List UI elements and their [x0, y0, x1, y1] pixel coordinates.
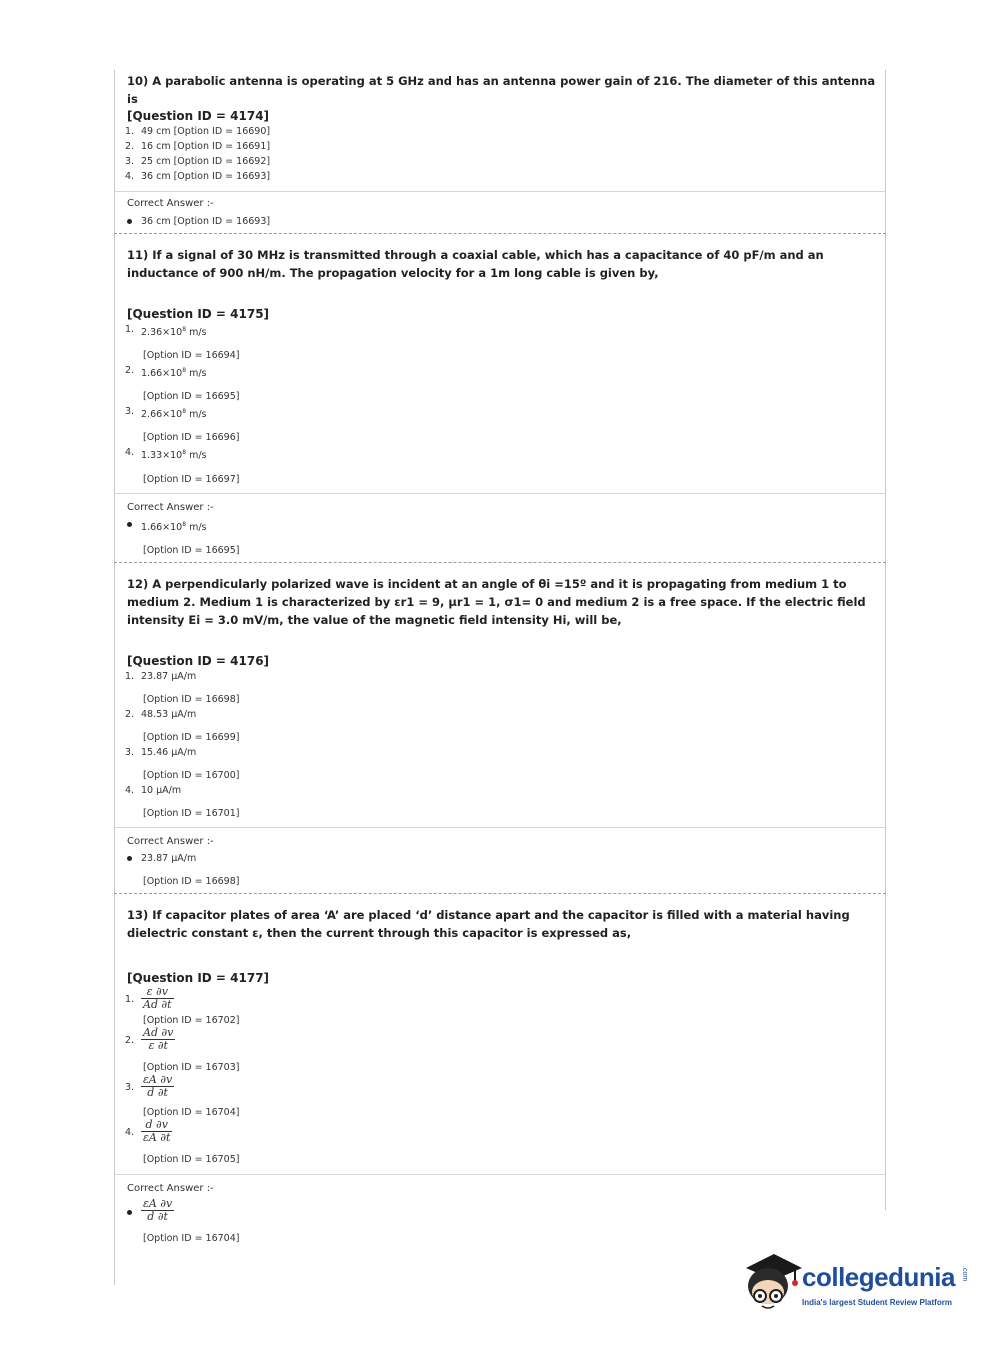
- correct-answer-12: [114, 828, 886, 893]
- option-id: [Option ID = 16703]: [143, 1061, 240, 1073]
- correct-answer-10: [114, 192, 886, 233]
- bullet-icon: [127, 1210, 132, 1215]
- question-text: 11) If a signal of 30 MHz is transmitted through a coaxial cable, which has a capacitance of 40 pF/m and an inductance of 900 nH/m. The propagation velocity for a 1m long cable is given by,: [127, 248, 824, 280]
- option: 1. 23.87 μA/m: [125, 670, 197, 682]
- correct-answer: 23.87 μA/m: [127, 851, 886, 866]
- option-id: [Option ID = 16696]: [143, 432, 240, 444]
- option-id: [Option ID = 16704]: [143, 1232, 240, 1244]
- correct-answer-label: Correct Answer :-: [127, 835, 214, 847]
- option: 1. $2.36\times 10^8$ m/s: [125, 324, 207, 339]
- mascot-icon: [740, 1252, 802, 1314]
- option: 2. 48.53 μA/m: [125, 708, 197, 720]
- option: 1. $\frac{\varepsilon \partial v}{Ad \partial t}$: [125, 984, 172, 1011]
- option-id: [Option ID = 16704]: [143, 1106, 240, 1118]
- option-id: [Option ID = 16698]: [143, 693, 240, 705]
- fraction: $\frac{\varepsilon A \partial v}{d \partial t}$: [143, 1196, 173, 1223]
- option-list: [127, 986, 886, 1166]
- correct-answer-13: [114, 1175, 886, 1246]
- option-id: [Option ID = 16705]: [143, 1153, 240, 1165]
- correct-answer-label: Correct Answer :-: [127, 198, 214, 209]
- fraction: $\frac{d \partial v}{\varepsilon A \partial t}$: [143, 1117, 171, 1144]
- option: 2. $\frac{Ad \partial v}{\varepsilon \partial t}$: [125, 1025, 174, 1052]
- question-10: [114, 70, 886, 184]
- fraction: $\frac{\varepsilon A \partial v}{d \partial t}$: [143, 1072, 173, 1099]
- question-page: [114, 70, 886, 1246]
- option: 4. $\frac{d \partial v}{\varepsilon A \partial t}$: [125, 1117, 171, 1144]
- collegedunia-logo: [740, 1250, 970, 1320]
- option: 2. 16 cm [Option ID = 16691]: [125, 141, 271, 152]
- option-list: [127, 124, 886, 184]
- fraction: $\frac{Ad \partial v}{\varepsilon \partial t}$: [143, 1025, 174, 1052]
- option-list: [127, 322, 886, 487]
- question-13: [114, 894, 886, 1166]
- correct-answer: 36 cm [Option ID = 16693]: [127, 214, 886, 229]
- option: 3. 25 cm [Option ID = 16692]: [125, 156, 271, 167]
- bullet-icon: [127, 219, 132, 224]
- option-list: [127, 669, 886, 821]
- question-text: 10) A parabolic antenna is operating at 5 GHz and has an antenna power gain of 216. The diameter of this antenna is: [127, 74, 876, 106]
- question-id: [Question ID = 4176]: [127, 653, 270, 668]
- logo-wordmark: collegedunia: [802, 1262, 955, 1292]
- option: 4. $1.33\times 10^8$ m/s: [125, 447, 207, 462]
- question-text: 13) If capacitor plates of area ‘A’ are placed ‘d’ distance apart and the capacitor is filled with a material having dielectric constant ε, then the current through this capacitor is expressed as,: [127, 907, 850, 940]
- option: 1. 49 cm [Option ID = 16690]: [125, 126, 271, 137]
- option-id: [Option ID = 16702]: [143, 1014, 240, 1026]
- question-12: [114, 563, 886, 821]
- bullet-icon: [127, 856, 132, 861]
- option: 4. 10 μA/m: [125, 784, 182, 796]
- option-id: [Option ID = 16695]: [143, 391, 240, 403]
- question-id: [Question ID = 4174]: [127, 109, 270, 123]
- correct-answer-label: Correct Answer :-: [127, 1182, 214, 1194]
- option: 2. $1.66\times 10^8$ m/s: [125, 365, 207, 380]
- logo-suffix: .com: [961, 1266, 968, 1282]
- correct-answer: $1.66\times 10^8$ m/s: [127, 517, 886, 535]
- option: 3. $\frac{\varepsilon A \partial v}{d \partial t}$: [125, 1072, 173, 1099]
- question-text: 12) A perpendicularly polarized wave is incident at an angle of θi =15º and it is propagating from medium 1 to medium 2. Medium 1 is characterized by εr1 = 9, μr1 = 1, σ1= 0 and medium 2 is a free space. If the electric field intensity Ei = 3.0 mV/m, the value of the magnetic field intensity Hi, will be,: [127, 576, 866, 627]
- correct-answer: [127, 1198, 886, 1223]
- correct-answer-11: [114, 494, 886, 562]
- question-11: [114, 234, 886, 487]
- question-id: [Question ID = 4177]: [127, 970, 270, 985]
- option-id: [Option ID = 16697]: [143, 473, 240, 485]
- question-id: [Question ID = 4175]: [127, 307, 270, 321]
- correct-answer-label: Correct Answer :-: [127, 501, 214, 513]
- option-id: [Option ID = 16695]: [143, 544, 240, 556]
- option-id: [Option ID = 16699]: [143, 731, 240, 743]
- option: 4. 36 cm [Option ID = 16693]: [125, 171, 271, 182]
- bullet-icon: [127, 522, 132, 527]
- option: 3. $2.66\times 10^8$ m/s: [125, 406, 207, 421]
- option: 3. 15.46 μA/m: [125, 746, 197, 758]
- option-id: [Option ID = 16700]: [143, 769, 240, 781]
- option-id: [Option ID = 16694]: [143, 350, 240, 362]
- option-id: [Option ID = 16698]: [143, 875, 240, 887]
- logo-tagline: India's largest Student Review Platform: [802, 1298, 952, 1307]
- fraction: $\frac{\varepsilon \partial v}{Ad \partial t}$: [143, 984, 172, 1011]
- option-id: [Option ID = 16701]: [143, 807, 240, 819]
